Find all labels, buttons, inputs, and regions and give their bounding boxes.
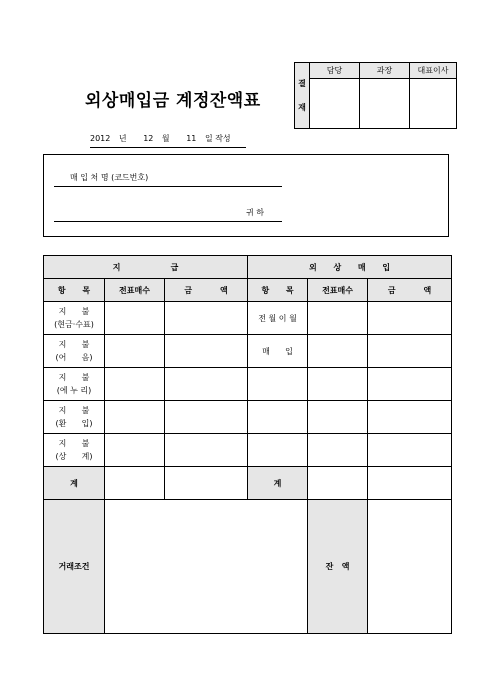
total-amount-cell[interactable]	[368, 467, 452, 500]
payment-item-sublabel: (현금·수표)	[54, 320, 94, 329]
terms-content[interactable]	[105, 500, 308, 634]
purchase-item-empty[interactable]	[248, 368, 308, 401]
approval-header-section-chief: 과장	[360, 63, 410, 79]
total-label-purchase: 계	[248, 467, 308, 500]
payment-item-offset	[44, 434, 105, 467]
amount-cell[interactable]	[165, 368, 248, 401]
document-title: 외상매입금 계정잔액표	[85, 91, 261, 111]
slip-count-cell[interactable]	[105, 335, 165, 368]
approval-sign-manager[interactable]	[310, 79, 360, 129]
date-month-unit: 월	[161, 134, 170, 143]
amount-cell[interactable]	[165, 401, 248, 434]
slip-count-cell[interactable]	[105, 401, 165, 434]
payment-item-label: 지 불	[58, 439, 90, 448]
approval-side-label	[295, 63, 310, 129]
payment-item-sublabel: (환 입)	[55, 419, 93, 428]
approval-sign-section-chief[interactable]	[360, 79, 410, 129]
total-amount-cell[interactable]	[165, 467, 248, 500]
header-slip-count: 전표매수	[105, 279, 165, 302]
purchase-item-empty[interactable]	[248, 434, 308, 467]
date-line	[90, 133, 246, 148]
slip-count-cell[interactable]	[308, 302, 368, 335]
amount-cell[interactable]	[368, 368, 452, 401]
payment-item-label: 지 불	[58, 406, 90, 415]
amount-cell[interactable]	[368, 434, 452, 467]
slip-count-cell[interactable]	[308, 335, 368, 368]
date-day-unit: 일 작성	[204, 134, 231, 143]
slip-count-cell[interactable]	[308, 368, 368, 401]
amount-cell[interactable]	[368, 302, 452, 335]
slip-count-cell[interactable]	[308, 401, 368, 434]
terms-label: 거래조건	[44, 500, 105, 634]
amount-cell[interactable]	[165, 434, 248, 467]
vendor-box	[43, 154, 449, 237]
approval-side-label-1: 결	[298, 78, 306, 88]
payment-item-label: 지 불	[58, 340, 90, 349]
total-slip-count-cell[interactable]	[105, 467, 165, 500]
payment-item-note	[44, 335, 105, 368]
total-label-payment: 계	[44, 467, 105, 500]
payment-item-sublabel: (에 누 리)	[56, 386, 92, 395]
header-item: 항 목	[44, 279, 105, 302]
payment-item-sublabel: (상 계)	[55, 452, 93, 461]
balance-table	[43, 255, 452, 634]
payment-item-return	[44, 401, 105, 434]
purchase-item-empty[interactable]	[248, 401, 308, 434]
balance-label: 잔 액	[308, 500, 368, 634]
slip-count-cell[interactable]	[105, 434, 165, 467]
amount-cell[interactable]	[368, 401, 452, 434]
section-header-payment: 지 급	[44, 256, 248, 279]
amount-cell[interactable]	[165, 302, 248, 335]
header-slip-count-2: 전표매수	[308, 279, 368, 302]
date-month: 12	[143, 134, 154, 143]
section-header-purchase: 외 상 매 입	[248, 256, 452, 279]
date-year: 2012	[90, 134, 111, 143]
purchase-item-purchase: 매 입	[248, 335, 308, 368]
amount-cell[interactable]	[368, 335, 452, 368]
recipient-field[interactable]: 귀 하	[54, 207, 282, 222]
payment-item-label: 지 불	[58, 373, 90, 382]
header-amount-2: 금 액	[368, 279, 452, 302]
approval-header-ceo: 대표이사	[410, 63, 457, 79]
header-item-2: 항 목	[248, 279, 308, 302]
approval-box	[294, 62, 457, 129]
payment-item-allowance	[44, 368, 105, 401]
payment-item-cash	[44, 302, 105, 335]
slip-count-cell[interactable]	[308, 434, 368, 467]
vendor-name-field[interactable]: 매 입 처 명 (코드번호)	[54, 172, 282, 187]
total-slip-count-cell[interactable]	[308, 467, 368, 500]
date-day: 11	[186, 134, 197, 143]
header-amount: 금 액	[165, 279, 248, 302]
payment-item-label: 지 불	[58, 307, 90, 316]
approval-side-label-2: 재	[298, 102, 306, 112]
slip-count-cell[interactable]	[105, 368, 165, 401]
amount-cell[interactable]	[165, 335, 248, 368]
date-year-unit: 년	[118, 134, 127, 143]
approval-header-manager: 담당	[310, 63, 360, 79]
slip-count-cell[interactable]	[105, 302, 165, 335]
purchase-item-carryover: 전 월 이 월	[248, 302, 308, 335]
payment-item-sublabel: (어 음)	[55, 353, 93, 362]
balance-amount[interactable]	[368, 500, 452, 634]
approval-sign-ceo[interactable]	[410, 79, 457, 129]
